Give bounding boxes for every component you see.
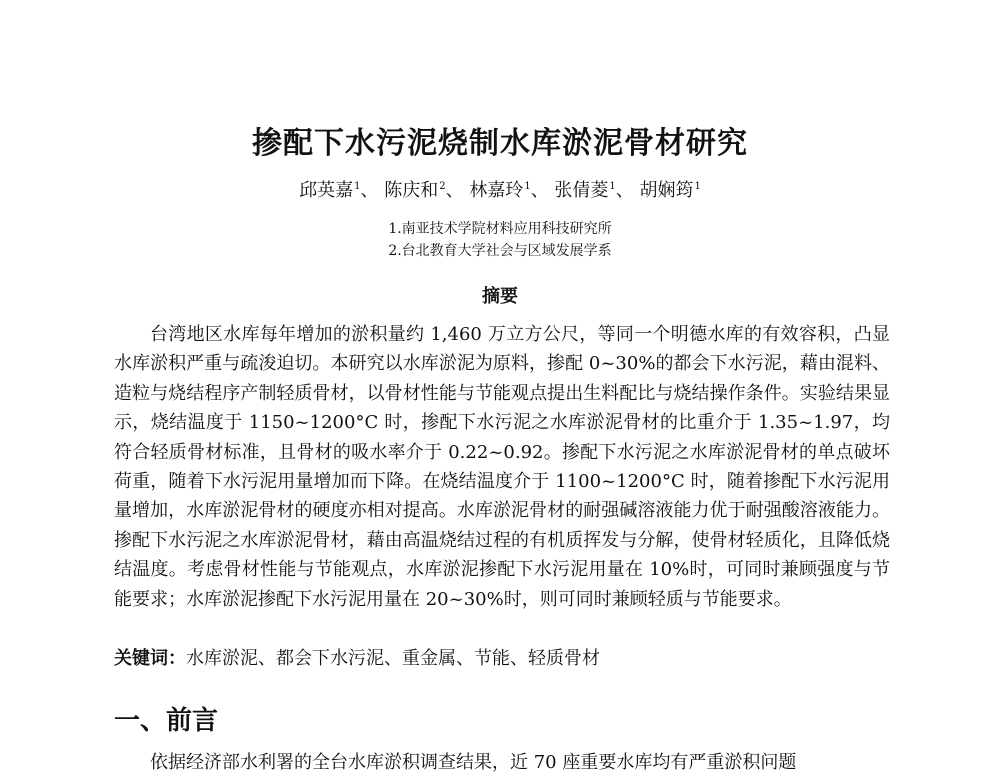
affiliation-1: 1.南亚技术学院材料应用科技研究所 (388, 221, 612, 237)
author-separator: 、 (530, 180, 549, 201)
author-affil-mark: 1 (609, 181, 616, 192)
abstract-heading: 摘要 (482, 286, 518, 307)
author-list (0, 176, 1000, 202)
author-affil-mark: 1 (524, 181, 531, 192)
keywords-line (114, 644, 600, 670)
body-text-partial-line: 依据经济部水利署的全台水库淤积调查结果，近 70 座重要水库均有严重淤积问题 (150, 752, 797, 773)
author-name: 张倩菱 (554, 180, 609, 201)
author-separator: 、 (445, 180, 464, 201)
author-affil-mark: 2 (439, 181, 446, 192)
author-affil-mark: 1 (354, 181, 361, 192)
keywords-text: 水库淤泥、都会下水污泥、重金属、节能、轻质骨材 (186, 648, 600, 669)
section-heading-introduction: 一、前言 (114, 706, 219, 736)
affiliation-2: 2.台北教育大学社会与区域发展学系 (388, 243, 612, 259)
author-name: 胡娴筠 (639, 180, 694, 201)
author-separator: 、 (615, 180, 634, 201)
author-name: 陈庆和 (384, 180, 439, 201)
author-name: 邱英嘉 (299, 180, 354, 201)
abstract-body: 台湾地区水库每年增加的淤积量约 1,460 万立方公尺，等同一个明德水库的有效容积，凸显水库淤积严重与疏浚迫切。本研究以水库淤泥为原料，掺配 0~30%的都会下水污泥，藉由混料、造粒与烧结程序产制轻质骨材，以骨材性能与节能观点提出生料配比与烧结操作条件。实验结果显示，烧结温度于 1150~1200°C 时，掺配下水污泥之水库淤泥骨材的比重介于 1.35~1.97，均符合轻质骨材标准，且骨材的吸水率介于 0.22~0.92。掺配下水污泥之水库淤泥骨材的单点破坏荷重，随着下水污泥用量增加而下降。在烧结温度介于 1100~1200°C 时，随着掺配下水污泥用量增加，水库淤泥骨材的硬度亦相对提高。水库淤泥骨材的耐强碱溶液能力优于耐强酸溶液能力。掺配下水污泥之水库淤泥骨材，藉由高温烧结过程的有机质挥发与分解，使骨材轻质化，且降低烧结温度。考虑骨材性能与节能观点，水库淤泥掺配下水污泥用量在 10%时，可同时兼顾强度与节能要求；水库淤泥掺配下水污泥用量在 20~30%时，则可同时兼顾轻质与节能要求。 (114, 324, 890, 610)
author-separator: 、 (360, 180, 379, 201)
author-name: 林嘉玲 (469, 180, 524, 201)
paper-title: 掺配下水污泥烧制水库淤泥骨材研究 (252, 126, 748, 161)
author-affil-mark: 1 (694, 181, 701, 192)
keywords-label: 关键词： (114, 648, 186, 669)
